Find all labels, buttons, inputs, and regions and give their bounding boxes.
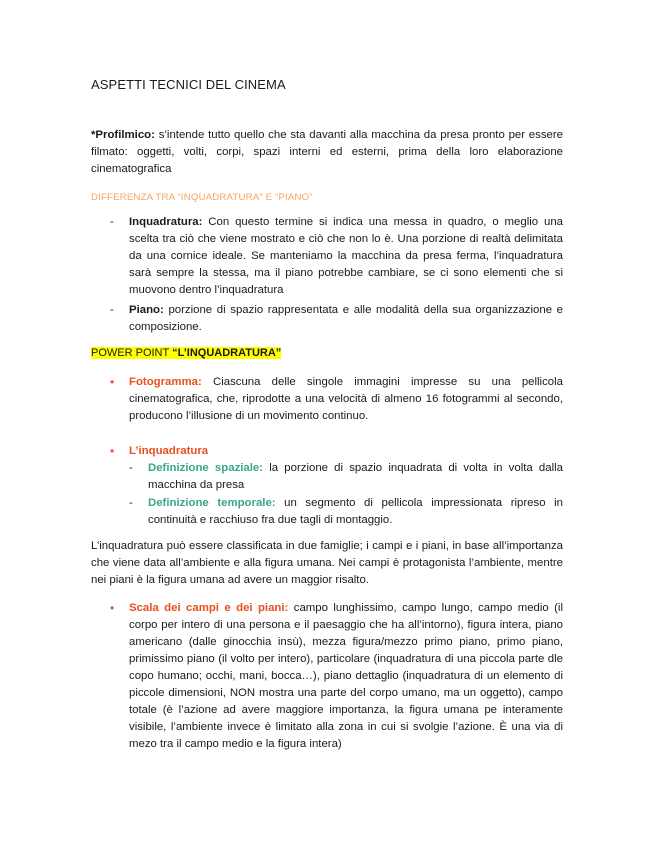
dash-marker: - xyxy=(129,497,133,509)
piano-term: Piano: xyxy=(129,304,164,316)
power-point-bold: “L’INQUADRATURA” xyxy=(172,347,282,359)
piano-definition xyxy=(129,302,563,336)
dash-marker: - xyxy=(129,462,133,474)
fotogramma-term: Fotogramma: xyxy=(129,376,202,388)
piano-text: porzione di spazio rappresentata e alle modalità della sua organizzazione e composizione. xyxy=(129,304,563,333)
scala-text: campo lunghissimo, campo lungo, campo medio (il corpo per intero di una persona e il paesaggio che ha all’intorno), figura intera, piano americano (dalle ginocchia insù), mezza figura/mezzo primo piano, primo piano, primissimo piano (il volto per intero), particolare (inquadratura di una piccola parte dle copo humano; occhi, mani, bocca…), piano dettaglio (inquadratura di un elemento di piccole dimensioni, NON mostra una parte del corpo umano, ma un oggetto), campo totale (è l’azione ad avere maggiore importanza, la figura umana pe interamente visibile, l’ambiente invece è limitato alla zona in cui si svolgie l’azione. È una via di mezo tra il campo medio e la figura intera) xyxy=(129,602,563,750)
profilmico-paragraph xyxy=(91,127,563,178)
definizione-spaziale-text: la porzione di spazio inquadrata di volta in volta dalla macchina da presa xyxy=(148,462,563,491)
scala-term: Scala dei campi e dei piani: xyxy=(129,602,289,614)
bullet-marker: • xyxy=(110,601,115,615)
definizione-spaziale xyxy=(148,460,563,494)
inquadratura-definition xyxy=(129,214,563,299)
definizione-temporale-term: Definizione temporale: xyxy=(148,497,276,509)
definizione-temporale xyxy=(148,495,563,529)
classification-paragraph: L’inquadratura può essere classificata in due famiglie; i campi e i piani, in base all’importanza che viene data all’ambiente e alla figura umana. Nei campi è protagonista l’ambiente, mentre nei piani è la figura umana ad avere un maggior risalto. xyxy=(91,540,563,586)
inquadratura-text: Con questo termine si indica una messa in quadro, o meglio una scelta tra ciò che viene mostrato e ciò che non lo è. Una porzione di realtà delimitata da una cornice ideale. Se manteniamo la macchina da presa ferma, l’inquadratura sarà sempre la stessa, ma il piano potrebbe cambiare, se ci sono elementi che si muovono dentro l’inquadratura xyxy=(129,216,563,296)
power-point-prefix: POWER POINT xyxy=(91,347,173,359)
inquadratura-term: Inquadratura: xyxy=(129,216,203,228)
profilmico-term: *Profilmico: xyxy=(91,129,155,141)
definizione-spaziale-term: Definizione spaziale: xyxy=(148,462,264,474)
bullet-marker: • xyxy=(110,444,115,458)
profilmico-text: s’intende tutto quello che sta davanti alla macchina da presa pronto per essere filmato: oggetti, volti, corpi, spazi interni ed esterni, prima della loro elaborazione cinematografica xyxy=(91,129,563,175)
definizione-temporale-text: un segmento di pellicola impressionata ripreso in continuità e racchiuso fra due tagli di montaggio. xyxy=(148,497,563,526)
difference-heading: DIFFERENZA TRA “INQUADRATURA” E “PIANO” xyxy=(91,192,313,203)
fotogramma-definition xyxy=(129,374,563,425)
dash-marker: - xyxy=(110,216,114,228)
fotogramma-text: Ciascuna delle singole immagini impresse su una pellicola cinematografica, che, riprodotte a una velocità di almeno 16 fotogrammi al secondo, producono l’illusione di un movimento continuo. xyxy=(129,376,563,422)
bullet-marker: • xyxy=(110,375,115,389)
dash-marker: - xyxy=(110,304,114,316)
inquadratura-heading: L’inquadratura xyxy=(129,445,209,457)
scala-definition xyxy=(129,600,563,753)
power-point-heading xyxy=(91,345,281,361)
page-title: ASPETTI TECNICI DEL CINEMA xyxy=(91,77,286,92)
